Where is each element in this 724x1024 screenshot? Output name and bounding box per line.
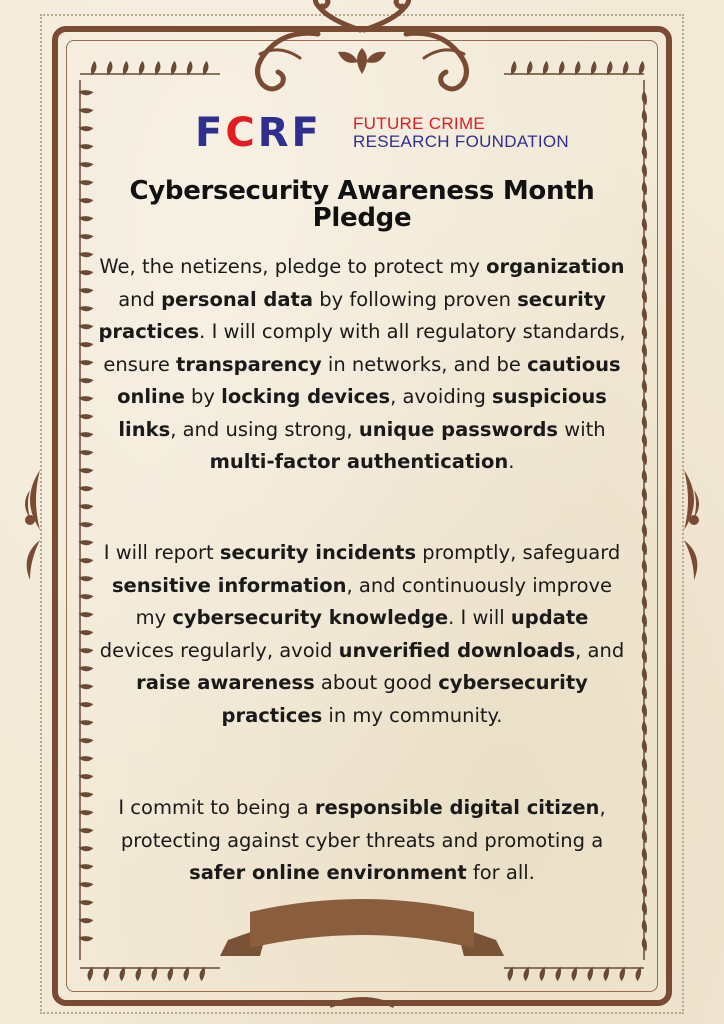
- pledge-emphasis: suspicious links: [118, 385, 607, 441]
- fcrf-logo: [195, 112, 595, 158]
- pledge-emphasis: cautious online: [117, 352, 621, 408]
- pledge-emphasis: organization: [486, 255, 625, 278]
- pledge-text: . I will: [448, 606, 511, 629]
- pledge-text: I commit to being a: [118, 796, 315, 819]
- pledge-emphasis: multi-factor authentication: [209, 450, 509, 473]
- pledge-text: by following proven: [313, 287, 518, 311]
- pledge-emphasis: unique passwords: [358, 417, 559, 441]
- pledge-text: about good: [314, 671, 439, 694]
- pledge-text: devices regularly, avoid: [99, 638, 339, 662]
- pledge-emphasis: update: [510, 606, 589, 629]
- pledge-emphasis: security incidents: [219, 541, 417, 564]
- pledge-text: , avoiding: [390, 385, 493, 408]
- pledge-text: , protecting against cyber threats and promoting a: [120, 796, 606, 852]
- logo-line-1: FUTURE CRIME: [353, 114, 486, 133]
- pledge-emphasis: cybersecurity knowledge: [172, 606, 449, 629]
- pledge-paragraph-3: [96, 792, 628, 890]
- logo-line-2: RESEARCH FOUNDATION: [353, 132, 570, 151]
- pledge-emphasis: sensitive information: [111, 573, 347, 597]
- pledge-text: .: [508, 450, 515, 473]
- pledge-text: , and using strong,: [170, 417, 359, 441]
- pledge-text: in networks, and be: [321, 352, 528, 376]
- fcrf-logo-text: [353, 115, 569, 151]
- pledge-emphasis: safer online environment: [189, 861, 467, 884]
- pledge-emphasis: transparency: [176, 352, 322, 376]
- fcrf-logo-mark: FCRF: [195, 110, 322, 156]
- pledge-title: Cybersecurity Awareness Month Pledge: [129, 176, 595, 233]
- pledge-text: with: [558, 417, 606, 441]
- pledge-emphasis: personal data: [161, 287, 314, 311]
- pledge-emphasis: raise awareness: [136, 671, 315, 694]
- pledge-emphasis: security practices: [98, 287, 606, 343]
- pledge-emphasis: unverified downloads: [338, 638, 576, 662]
- pledge-paragraph-1: [96, 251, 628, 479]
- pledge-emphasis: responsible digital citizen: [314, 796, 600, 819]
- pledge-text: We, the netizens, pledge to protect my: [99, 255, 487, 278]
- pledge-emphasis: locking devices: [221, 385, 391, 408]
- pledge-text: . I will comply with all regulatory standards, ensure: [103, 320, 626, 376]
- pledge-text: for all.: [466, 861, 535, 884]
- pledge-text: in my community.: [322, 703, 503, 727]
- pledge-text: , and: [575, 638, 625, 662]
- pledge-paragraph-2: [96, 537, 628, 732]
- pledge-text: and: [118, 287, 162, 311]
- pledge-emphasis: cybersecurity practices: [221, 671, 588, 727]
- pledge-text: by: [184, 385, 222, 408]
- pledge-text: , and continuously improve my: [135, 573, 613, 629]
- pledge-text: I will report: [103, 541, 220, 564]
- pledge-text: promptly, safeguard: [416, 541, 621, 564]
